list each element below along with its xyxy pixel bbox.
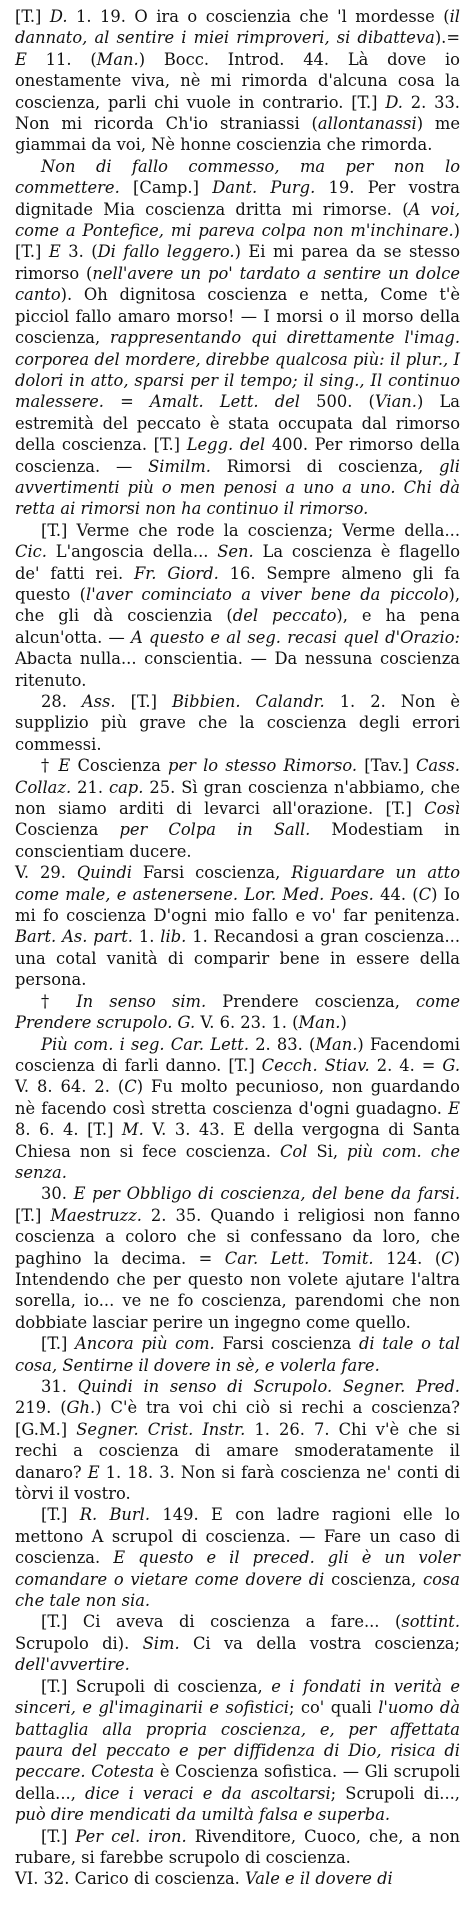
italic-text-run: A questo e al seg. recasi quel d'Orazio: bbox=[130, 627, 460, 647]
italic-text-run: allontanassi bbox=[317, 114, 417, 134]
italic-text-run: C bbox=[418, 884, 432, 904]
italic-text-run: più com. che senza. bbox=[15, 1141, 460, 1182]
italic-text-run: Cecch. Stiav. bbox=[261, 1055, 370, 1075]
text-run: Coscienza bbox=[15, 820, 120, 840]
italic-text-run: per Colpa in Sall. bbox=[119, 820, 311, 840]
italic-text-run: Gh. bbox=[66, 1398, 96, 1418]
italic-text-run: Legg. del bbox=[186, 435, 266, 455]
text-run: ) [T.] bbox=[15, 221, 460, 262]
text-run: 1. 26. 7. Chi v'è che si rechi a coscienza di amare smoderatamente il danaro? bbox=[15, 1419, 461, 1482]
italic-text-run: Vian. bbox=[374, 392, 417, 412]
italic-text-run: E questo e il preced. gli è un voler comandare o vietare come dovere di bbox=[15, 1548, 461, 1589]
italic-text-run: Fr. Giord. bbox=[134, 563, 219, 583]
entry-paragraph bbox=[15, 691, 460, 755]
text-run: V. 29. bbox=[15, 863, 77, 883]
text-run: Farsi coscienza, bbox=[131, 863, 292, 883]
italic-text-run: dell'avvertire. bbox=[15, 1655, 130, 1675]
italic-text-run: Col bbox=[279, 1141, 308, 1161]
text-run: Modestiam in conscientiam ducere. bbox=[15, 820, 460, 861]
text-run: † bbox=[41, 991, 77, 1011]
text-run: ) me giammai da voi, Nè honne coscienzia che rimorda. bbox=[15, 114, 460, 155]
text-run: 21. bbox=[71, 777, 109, 797]
italic-text-run: dice i veraci e da ascoltarsi bbox=[85, 1783, 331, 1803]
text-run: ) bbox=[340, 1013, 347, 1033]
entry-paragraph bbox=[15, 1868, 460, 1889]
italic-text-run: può dire mendicati da umiltà falsa e superba. bbox=[15, 1805, 391, 1825]
italic-text-run: cosa che tale non sia. bbox=[15, 1569, 460, 1611]
text-run: 1. 19. O ira o coscienzia che 'l mordesse ( bbox=[67, 7, 450, 26]
italic-text-run: cap. bbox=[108, 777, 144, 797]
text-run: ), che gli dà coscienzia ( bbox=[15, 584, 460, 626]
text-run: 219. ( bbox=[15, 1398, 67, 1418]
italic-text-run: Quindi bbox=[76, 863, 132, 883]
text-run: 16. Sempre almeno gli fa questo ( bbox=[15, 563, 460, 604]
text-run: [T.] bbox=[41, 1334, 76, 1354]
italic-text-run: Cic. bbox=[15, 542, 47, 562]
text-run: è Coscienza sofistica. — Gli scrupoli della..., bbox=[15, 1762, 460, 1803]
entry-paragraph bbox=[15, 1504, 460, 1611]
text-run: 124. ( bbox=[373, 1248, 442, 1268]
text-run: ) Ei mi parea da se stesso rimorso ( bbox=[15, 242, 460, 283]
italic-text-run: lib. bbox=[160, 927, 187, 947]
italic-text-run: Man. bbox=[96, 49, 139, 69]
text-run: 25. Sì gran coscienza n'abbiamo, che non siamo arditi di levarci all'orazione. [T.] bbox=[15, 777, 460, 819]
italic-text-run: Bart. As. part. bbox=[15, 927, 133, 947]
entry-paragraph bbox=[15, 991, 460, 1034]
text-run: [Camp.] bbox=[119, 178, 213, 198]
italic-text-run: Man. bbox=[315, 1034, 358, 1054]
italic-text-run: e i fondati in verità e sinceri, e gl'imaginarii e sofistici bbox=[15, 1676, 460, 1718]
italic-text-run: rappresentando qui direttamente l'imag. corporea del mordere, direbbe qualcosa più: il plur., I dolori in atto, sparsi per il tempo; il sing., Il continuo malessere. = Amalt. Lett. del bbox=[15, 328, 461, 412]
italic-text-run: come Prendere scrupolo. G. bbox=[15, 991, 460, 1033]
text-run: V. 8. 64. 2. ( bbox=[15, 1077, 125, 1097]
entry-paragraph bbox=[15, 1183, 460, 1333]
italic-text-run: Cass. Collaz. bbox=[15, 756, 460, 797]
italic-text-run: G. bbox=[442, 1055, 461, 1075]
italic-text-run: Car. Lett. Tomit. bbox=[224, 1248, 374, 1268]
italic-text-run: gli avvertimenti più o men penosi a uno a uno. Chi dà retta ai rimorsi non ha continuo il rimorso. bbox=[15, 456, 460, 519]
text-run: † bbox=[41, 756, 59, 776]
italic-text-run: Vale e il dovere di bbox=[245, 1869, 393, 1889]
text-run: [T.] bbox=[41, 1826, 76, 1846]
text-run: [T.] bbox=[15, 7, 50, 26]
text-run: [T.] Ci aveva di coscienza a fare... ( bbox=[41, 1612, 402, 1632]
text-run: Scrupolo di). bbox=[15, 1633, 143, 1653]
text-run: 1. Recandosi a gran coscienza... una cotal vanità di comparir bene in essere della persona. bbox=[15, 927, 460, 990]
text-run: ) La estremità del peccato è stata occupata dal rimorso della coscienza. [T.] bbox=[15, 392, 460, 455]
text-run: Rimorsi di coscienza, bbox=[210, 456, 440, 476]
italic-text-run: nell'avere un po' tardato a sentire un dolce canto bbox=[15, 263, 460, 305]
text-run: 3. ( bbox=[60, 242, 98, 262]
entry-paragraph bbox=[15, 6, 460, 156]
text-run: ) Io mi fo coscienza D'ogni mio fallo e vo' far penitenza. bbox=[15, 884, 460, 926]
text-run: Rivenditore, Cuoco, che, a non rubare, si farebbe scrupolo di coscienza. bbox=[15, 1826, 460, 1867]
entry-paragraph bbox=[15, 1611, 460, 1675]
entry-paragraph bbox=[15, 520, 460, 691]
text-run: ) Intendendo che per questo non volete ajutare l'altra sorella, io... ve ne fo coscienza, parendomi che non dobbiate lasciar perire un ingegno come quello. bbox=[15, 1248, 460, 1332]
italic-text-run: Ancora più com. bbox=[75, 1334, 215, 1354]
entry-paragraph bbox=[15, 1333, 460, 1376]
text-run: ).= bbox=[434, 28, 460, 48]
italic-text-run: Bibbien. Calandr. bbox=[171, 692, 325, 711]
italic-text-run: Man. bbox=[298, 1013, 341, 1033]
italic-text-run: l'uomo dà battaglia alla propria coscienza, e, per affettata paura del peccato e per diffidenza di Dio, risica di peccare. Cotesta bbox=[15, 1698, 460, 1782]
italic-text-run: Similm. bbox=[148, 456, 211, 476]
text-run: 2. 83. ( bbox=[249, 1034, 316, 1054]
entry-paragraph bbox=[15, 1676, 460, 1826]
italic-text-run: E bbox=[58, 756, 71, 776]
italic-text-run: Sim. bbox=[142, 1633, 180, 1653]
text-run: 2. 33. Non mi ricorda Ch'io straniassi ( bbox=[15, 92, 460, 134]
italic-text-run: In senso sim. bbox=[76, 991, 207, 1011]
italic-text-run: Sen. bbox=[217, 542, 254, 562]
italic-text-run: E bbox=[15, 49, 27, 69]
italic-text-run: D. bbox=[385, 92, 403, 112]
text-run: [T.] bbox=[15, 1205, 51, 1225]
text-run: [T.] bbox=[115, 692, 172, 711]
text-run: 149. E con ladre ragioni elle lo mettono A scrupol di coscienza. — Fare un caso di coscienza. bbox=[15, 1505, 460, 1568]
text-run: 1. 2. Non è supplizio più grave che la coscienza degli errori commessi. bbox=[15, 692, 460, 754]
italic-text-run: Segner. Crist. Instr. bbox=[76, 1419, 246, 1439]
text-run: L'angoscia della... bbox=[46, 542, 218, 562]
text-run: Prendere coscienza, bbox=[206, 991, 416, 1011]
text-run: 31. bbox=[41, 1377, 78, 1396]
text-run: V. 3. 43. E della vergogna di Santa Chiesa non si fece coscienza. bbox=[15, 1120, 460, 1161]
italic-text-run: Per cel. iron. bbox=[75, 1826, 187, 1846]
text-run: 8. 6. 4. [T.] bbox=[15, 1120, 122, 1140]
italic-text-run: Non di fallo commesso, ma per non lo commettere. bbox=[15, 156, 460, 198]
italic-text-run: Maestruzz. bbox=[50, 1205, 142, 1225]
italic-text-run: C bbox=[441, 1248, 454, 1268]
text-run: VI. 32. Carico di coscienza. bbox=[15, 1869, 246, 1889]
italic-text-run: Di fallo leggero. bbox=[97, 242, 235, 262]
text-run: 30. bbox=[41, 1184, 74, 1204]
text-run: Si, bbox=[307, 1141, 348, 1161]
text-run: 400. Per rimorso della coscienza. — bbox=[15, 435, 460, 476]
text-run: 2. 35. Quando i religiosi non fanno coscienza a coloro che si confessano da loro, che paghino la decima. = bbox=[15, 1205, 461, 1268]
text-run: coscienza, bbox=[324, 1569, 423, 1589]
entry-paragraph bbox=[15, 1376, 460, 1504]
entry-paragraph bbox=[15, 1826, 460, 1869]
text-run: ) C'è tra voi chi ciò si rechi a coscienza? [G.M.] bbox=[15, 1398, 460, 1439]
italic-text-run: per lo stesso Rimorso. bbox=[168, 756, 358, 776]
text-run: ; Scrupoli di..., bbox=[330, 1783, 460, 1803]
text-run: ) Facendomi coscienza di farli danno. [T.] bbox=[15, 1034, 460, 1075]
text-run: 11. ( bbox=[26, 49, 97, 69]
italic-text-run: R. Burl. bbox=[79, 1505, 151, 1525]
italic-text-run: A voi, come a Pontefice, mi pareva colpa non m'inchinare. bbox=[15, 199, 460, 241]
text-run: [T.] bbox=[41, 1505, 80, 1525]
text-run: ) Bocc. Introd. 44. Là dove io onestamente viva, nè mi rimorda d'alcuna cosa la coscienza, parli chi vuole in contrario. [T.] bbox=[15, 49, 460, 112]
text-run: ). Oh dignitosa coscienza e netta, Come t'è picciol fallo amaro morso! — I morsi o il morso della coscienza, bbox=[15, 285, 460, 348]
text-run: 28. bbox=[41, 692, 82, 711]
italic-text-run: Più com. i seg. Car. Lett. bbox=[41, 1034, 249, 1054]
italic-text-run: Dant. Purg. bbox=[212, 178, 316, 198]
italic-text-run: sottint. bbox=[401, 1612, 460, 1632]
text-run: 1. 18. 3. Non si farà coscienza ne' conti di tòrvi il vostro. bbox=[15, 1462, 460, 1504]
text-run: 500. ( bbox=[300, 392, 375, 412]
italic-text-run: Ass. bbox=[81, 692, 116, 711]
italic-text-run: Riguardare un atto come male, e astenersene. Lor. Med. Poes. bbox=[15, 863, 461, 904]
text-run: 2. 4. = bbox=[369, 1055, 443, 1075]
text-run: Farsi coscienza bbox=[214, 1334, 359, 1354]
italic-text-run: E bbox=[87, 1462, 100, 1482]
text-run: Coscienza bbox=[70, 756, 169, 776]
text-run: 1. bbox=[132, 927, 161, 947]
text-run: Ci va della vostra coscienza; bbox=[179, 1633, 460, 1653]
text-run: ) Fu molto pecunioso, non guardando nè facendo così stretta coscienza d'ogni guadagno. bbox=[15, 1077, 460, 1118]
italic-text-run: E bbox=[448, 1098, 460, 1118]
entry-paragraph bbox=[15, 156, 460, 520]
italic-text-run: Quindi in senso di Scrupolo. Segner. Pred. bbox=[77, 1377, 460, 1396]
italic-text-run: del peccato bbox=[232, 606, 337, 626]
italic-text-run: M. bbox=[121, 1120, 144, 1140]
text-run: La coscienza è flagello de' fatti rei. bbox=[15, 542, 461, 583]
text-run: 44. ( bbox=[373, 884, 419, 904]
italic-text-run: di tale o tal cosa, Sentirne il dovere in sè, e volerla fare. bbox=[15, 1334, 461, 1375]
text-run: [T.] Scrupoli di coscienza, bbox=[41, 1676, 272, 1696]
italic-text-run: D. bbox=[49, 7, 68, 26]
text-run: [T.] Verme che rode la coscienza; Verme della... bbox=[41, 520, 460, 540]
text-run: ), e ha pena alcun'otta. — bbox=[15, 606, 460, 647]
text-run: 19. Per vostra dignitade Mia coscienza dritta mi rimorse. ( bbox=[15, 178, 460, 219]
italic-text-run: l'aver cominciato a viver bene da piccolo bbox=[85, 584, 449, 604]
text-run: ; co' quali bbox=[288, 1698, 379, 1718]
italic-text-run: E bbox=[48, 242, 61, 262]
italic-text-run: E per Obbligo di coscienza, del bene da farsi. bbox=[73, 1184, 460, 1204]
entry-paragraph bbox=[15, 862, 460, 990]
italic-text-run: C bbox=[124, 1077, 137, 1097]
text-run: Abacta nulla... conscientia. — Da nessuna coscienza ritenuto. bbox=[15, 649, 460, 690]
text-run: V. 6. 23. 1. ( bbox=[195, 1013, 299, 1033]
italic-text-run: il dannato, al sentire i miei rimproveri, si dibatteva bbox=[15, 7, 460, 48]
text-run: [Tav.] bbox=[357, 756, 416, 776]
entry-paragraph bbox=[15, 755, 460, 862]
italic-text-run: Così bbox=[424, 799, 460, 819]
entry-paragraph bbox=[15, 1034, 460, 1184]
